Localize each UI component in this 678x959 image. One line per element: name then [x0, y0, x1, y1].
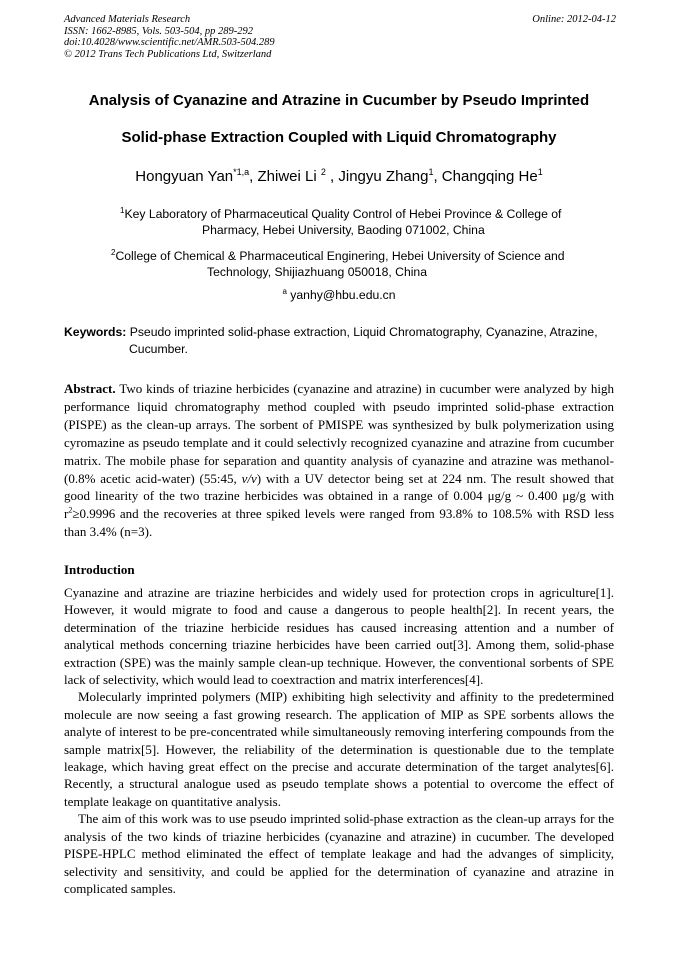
introduction-paragraph-2: Molecularly imprinted polymers (MIP) exhibiting high selectivity and affinity to the predetermined molecule are now seeing a fast growing research. The application of MIP as SPE sorbents allows the analyte of interest to be pre-concentrated while simultaneously removing interfering compounds from the sample matrix[5]. However, the reliability of the determination is questionable due to the template leakage, which having great effect on the precise and accurate determination of the target analytes[6]. Recently, a structural analogue used as pseudo template shows a potential to overcome the effect of template leakage on quantitative analysis. — [64, 689, 614, 809]
author-name: Zhiwei Li — [257, 168, 321, 185]
abstract-text: ) with a UV detector being set at 224 nm. The result showed that good linearity of the two trazine herbicides was obtained in a range of 0.004 μg/g ~ 0.400 μg/g with r — [64, 470, 614, 522]
abstract — [64, 380, 614, 541]
keywords-label: Keywords: — [64, 325, 127, 339]
affiliation-2 — [111, 245, 565, 280]
keywords-text: Pseudo imprinted solid-phase extraction, Liquid Chromatography, Cyanazine, Atrazine, — [126, 325, 598, 339]
author-name: Jingyu Zhang — [338, 168, 429, 185]
abstract-text: ≥0.9996 and the recoveries at three spiked levels were ranged from 93.8% to 108.5% with RSD less than 3.4% (n=3). — [64, 506, 614, 540]
author-affiliation-mark: 1 — [537, 167, 543, 177]
author-email — [40, 287, 638, 302]
introduction-paragraph-1: Cyanazine and atrazine are triazine herbicides and widely used for protection crops in agriculture[1]. However, it would migrate to food and cause a dangerous to people health[2]. In recent years, the determination of the triazine herbicide residues has caused increasing attention and a number of analytical methods concerning triazine herbicides have been carried out[3]. Among them, solid-phase extraction (SPE) was the mainly sample clean-up technique. However, the conventional sorbents of SPE lack of selectivity, which would lead to coextraction and matrix interferences[4]. — [64, 585, 614, 688]
abstract-text: Two kinds of triazine herbicides (cyanazine and atrazine) in cucumber were analyzed by high performance liquid chromatography method coupled with pseudo imprinted solid-phase extraction (PISPE) as the clean-up arrays. The sorbent of PMISPE was synthesized by bulk polymerization using cyromazine as pseudo template and it could selectivly recognized cyanazine and atrazine from cucumber matrix. The mobile phase for separation and quantity analysis of cyanazine and atrazine was methanol-(0.8% acetic acid-water) (55:45, — [64, 381, 614, 486]
abstract-ratio-unit: v/v — [241, 470, 257, 486]
affiliation-1 — [120, 203, 561, 238]
introduction-heading: Introduction — [64, 562, 135, 577]
author-separator: , — [249, 168, 258, 185]
affiliation-line: College of Chemical & Pharmaceutical Enginering, Hebei University of Science and — [115, 249, 565, 264]
author-separator: , — [433, 168, 442, 185]
paper-title-line-1: Analysis of Cyanazine and Atrazine in Cucumber by Pseudo Imprinted — [88, 92, 590, 109]
paper-title-line-2: Solid-phase Extraction Coupled with Liquid Chromatography — [121, 129, 557, 146]
abstract-label: Abstract. — [64, 381, 116, 396]
affiliation-mark: 1 — [120, 206, 125, 215]
issn-line: ISSN: 1662-8985, Vols. 503-504, pp 289-292 — [64, 25, 253, 37]
online-date: Online: 2012-04-12 — [532, 14, 616, 25]
affiliation-line: Technology, Shijiazhuang 050018, China — [207, 265, 427, 280]
author-list — [40, 167, 638, 185]
introduction-paragraph-3: The aim of this work was to use pseudo imprinted solid-phase extraction as the clean-up arrays for the analysis of the two kinds of triazine herbicides (cyanazine and atrazine) in cucumber. The developed PISPE-HPLC method eliminated the effect of template leakage and had the advanges of simplicity, selectivity and sensitivity, and could be applied for the determination of cyanazine and atrazine in complicated samples. — [64, 811, 614, 896]
author-separator: , — [325, 168, 339, 185]
doi-line: doi:10.4028/www.scientific.net/AMR.503-504.289 — [64, 37, 275, 48]
journal-name: Advanced Materials Research — [64, 14, 191, 25]
affiliation-line: Key Laboratory of Pharmaceutical Quality Control of Hebei Province & College of — [124, 207, 562, 222]
journal-header — [64, 14, 616, 60]
keywords — [64, 324, 618, 358]
author-name: Changqing He — [441, 168, 538, 185]
author-affiliation-mark: 2 — [320, 167, 326, 177]
introduction-body — [64, 584, 614, 897]
copyright-line: © 2012 Trans Tech Publications Ltd, Switzerland — [64, 48, 272, 60]
author-name: Hongyuan Yan — [135, 168, 234, 185]
abstract-superscript: 2 — [68, 506, 73, 516]
affiliation-line: Pharmacy, Hebei University, Baoding 071002, China — [202, 223, 485, 238]
author-affiliation-mark: 1 — [428, 167, 434, 177]
keywords-text-continued: Cucumber. — [129, 342, 188, 356]
email-mark: a — [282, 287, 287, 296]
email-address[interactable]: yanhy@hbu.edu.cn — [286, 288, 396, 303]
affiliation-mark: 2 — [111, 248, 116, 257]
author-affiliation-mark: *1,a — [233, 167, 250, 177]
